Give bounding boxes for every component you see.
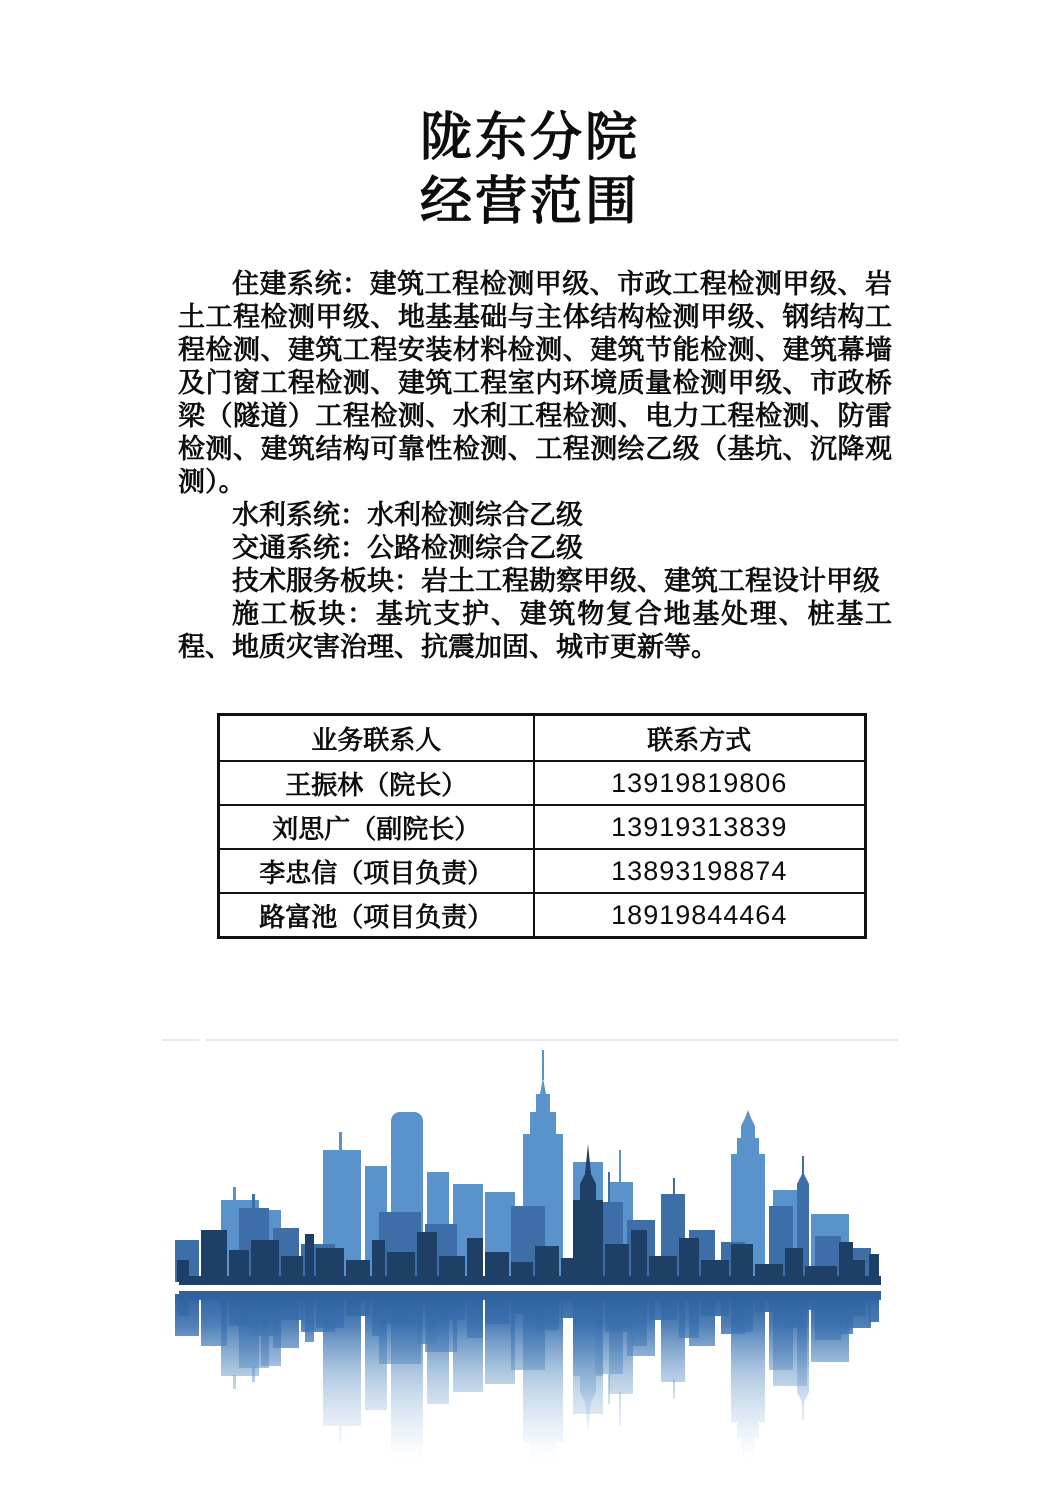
table-row (219, 761, 866, 805)
table-row (219, 805, 866, 849)
page-title-line1: 陇东分院 (419, 109, 640, 167)
contact-table-header-row (219, 715, 866, 762)
contact-name-cell: 王振林（院长） (219, 761, 534, 805)
city-skyline-illustration (175, 1032, 885, 1500)
contact-phone-header: 联系方式 (534, 715, 866, 762)
contact-phone-cell: 13893198874 (534, 849, 866, 893)
table-row (219, 893, 866, 938)
table-row (219, 849, 866, 893)
scope-paragraph-services: 技术服务板块：岩土工程勘察甲级、建筑工程设计甲级 (232, 566, 880, 596)
scope-paragraph-construction: 施工板块：基坑支护、建筑物复合地基处理、桩基工程、地质灾害治理、抗震加固、城市更新等。 (178, 599, 892, 662)
scope-paragraph-water: 水利系统：水利检测综合乙级 (232, 500, 583, 530)
skyline-reflection (175, 1291, 881, 1500)
contact-name-header: 业务联系人 (219, 715, 534, 762)
page-title (0, 106, 1060, 234)
contact-phone-cell: 13919819806 (534, 761, 866, 805)
scope-paragraph-housing: 住建系统：建筑工程检测甲级、市政工程检测甲级、岩土工程检测甲级、地基基础与主体结构检测甲级、钢结构工程检测、建筑工程安装材料检测、建筑节能检测、建筑幕墙及门窗工程检测、建筑工程室内环境质量检测甲级、市政桥梁（隧道）工程检测、水利工程检测、电力工程检测、防雷检测、建筑结构可靠性检测、工程测绘乙级（基坑、沉降观测）。 (178, 269, 892, 497)
business-scope-text (178, 268, 892, 664)
contact-table (217, 713, 867, 939)
contact-name-cell: 刘思广（副院长） (219, 805, 534, 849)
scope-paragraph-traffic: 交通系统：公路检测综合乙级 (232, 533, 583, 563)
page-title-line2: 经营范围 (419, 173, 640, 231)
contact-phone-cell: 18919844464 (534, 893, 866, 938)
contact-name-cell: 路富池（项目负责） (219, 893, 534, 938)
city-skyline-svg (175, 1032, 885, 1500)
contact-name-cell: 李忠信（项目负责） (219, 849, 534, 893)
contact-phone-cell: 13919313839 (534, 805, 866, 849)
